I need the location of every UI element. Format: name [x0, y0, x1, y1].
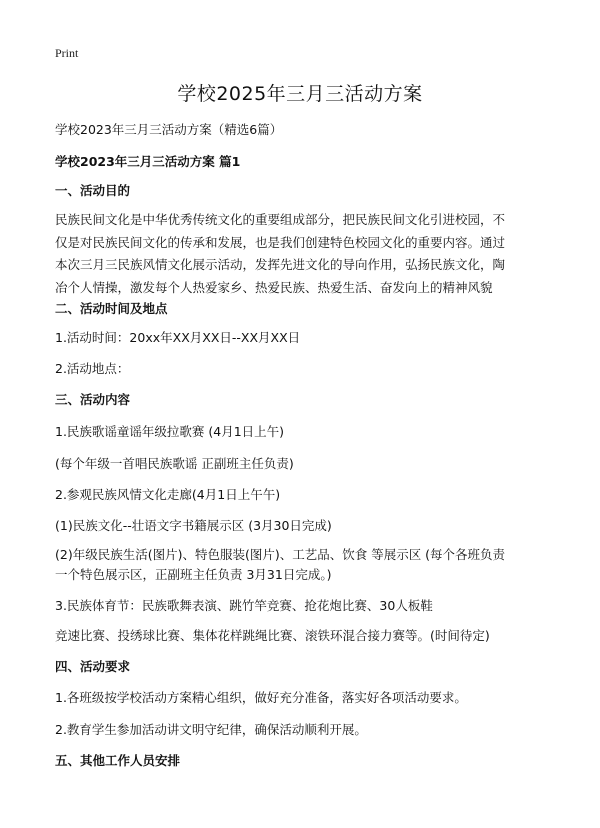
heading-time-place: 二、活动时间及地点: [55, 301, 168, 316]
content-item-1-note: (每个年级一首唱民族歌谣 正副班主任负责): [55, 456, 294, 471]
document-subtitle: 学校2023年三月三活动方案（精选6篇）: [55, 122, 283, 137]
content-item-2b: [55, 545, 549, 585]
heading-content: 三、活动内容: [55, 392, 131, 407]
content-item-3: 3.民族体育节：民族歌舞表演、跳竹竿竞赛、抢花炮比赛、30人板鞋: [55, 598, 433, 613]
intro-line: 民族民间文化是中华优秀传统文化的重要组成部分，把民族民间文化引进校园，不: [55, 212, 506, 227]
content-item-1: 1.民族歌谣童谣年级拉歌赛 (4月1日上午): [55, 424, 285, 439]
intro-paragraph: [55, 209, 549, 299]
intro-line: 冶个人情操，激发每个人热爱家乡、热爱民族、热爱生活、奋发向上的精神风貌: [55, 279, 493, 295]
print-label: Print: [55, 46, 79, 60]
requirement-2: 2.教育学生参加活动讲文明守纪律，确保活动顺利开展。: [55, 722, 367, 737]
content-item-2b-line: 一个特色展示区，正副班主任负责 3月31日完成。): [55, 567, 332, 582]
activity-time: 1.活动时间：20xx年XX月XX日--XX月XX日: [55, 330, 301, 345]
intro-line: 仅是对民族民间文化的传承和发展，也是我们创建特色校园文化的重要内容。通过: [55, 234, 506, 250]
content-item-2a: (1)民族文化--壮语文字书籍展示区 (3月30日完成): [55, 518, 332, 533]
requirement-1: 1.各班级按学校活动方案精心组织，做好充分准备，落实好各项活动要求。: [55, 690, 467, 705]
heading-purpose: 一、活动目的: [55, 183, 131, 198]
heading-requirements: 四、活动要求: [55, 659, 131, 674]
heading-staff: 五、其他工作人员安排: [55, 753, 181, 768]
content-item-3-cont: 竞速比赛、投绣球比赛、集体花样跳绳比赛、滚铁环混合接力赛等。(时间待定): [55, 628, 490, 643]
activity-place: 2.活动地点：: [55, 361, 130, 376]
intro-line: 本次三月三民族风情文化展示活动，发挥先进文化的导向作用，弘扬民族文化，陶: [55, 257, 506, 272]
section-title: 学校2023年三月三活动方案 篇1: [55, 154, 241, 169]
content-item-2b-line: (2)年级民族生活(图片)、特色服装(图片)、工艺品、饮食 等展示区 (每个各班负责: [55, 547, 506, 562]
content-item-2: 2.参观民族风情文化走廊(4月1日上午午): [55, 487, 281, 502]
page-title: 学校2025年三月三活动方案: [177, 83, 423, 105]
